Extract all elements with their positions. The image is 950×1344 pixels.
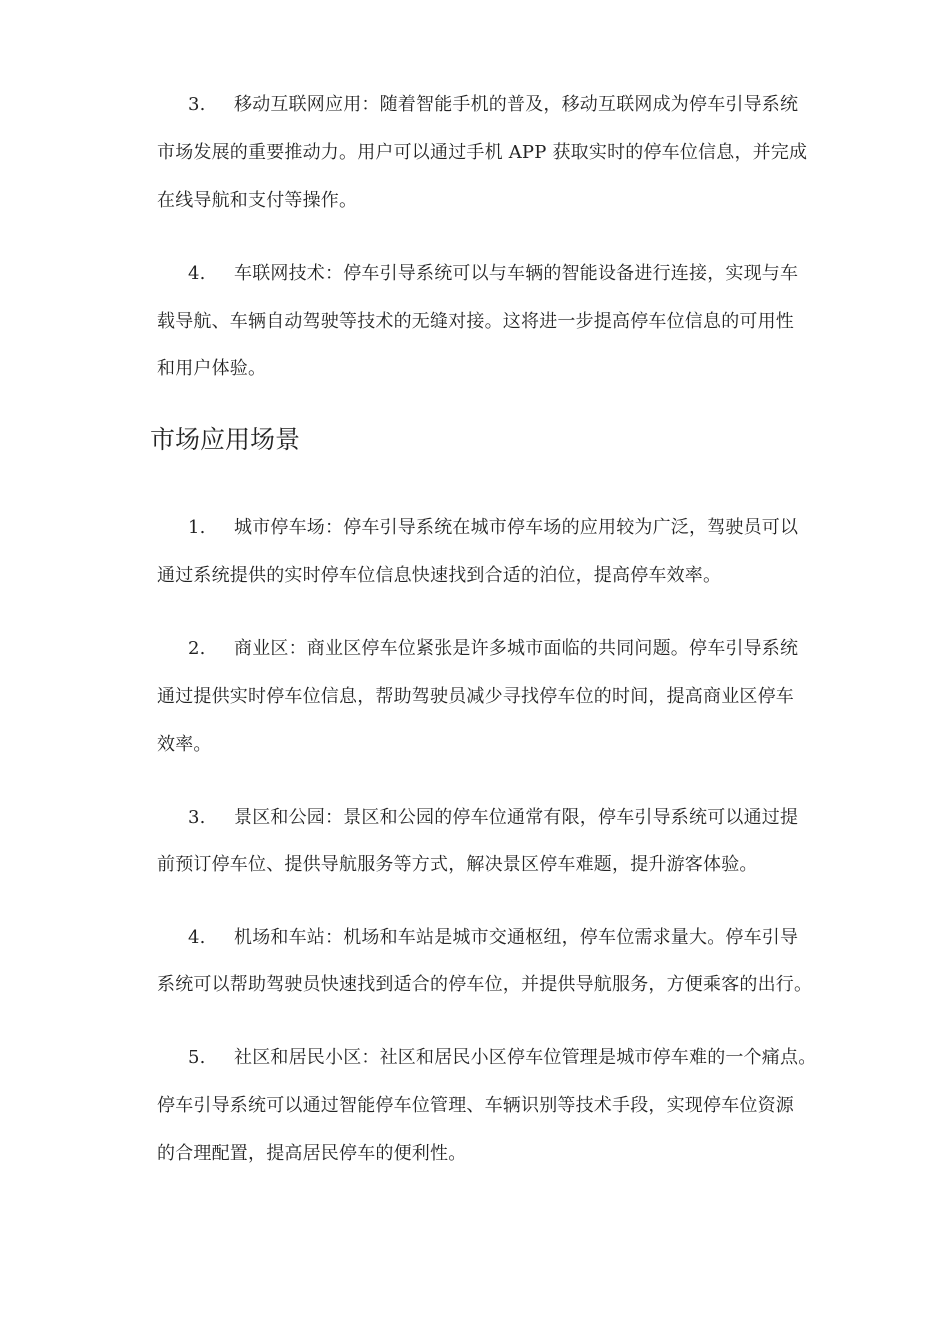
paragraph-first-line: [188, 516, 798, 540]
paragraph-text: 商业区：商业区停车位紧张是许多城市面临的共同问题。停车引导系统: [234, 638, 799, 659]
paragraph-text: 移动互联网应用：随着智能手机的普及，移动互联网成为停车引导系统: [234, 94, 799, 115]
item-number: 4.: [188, 927, 206, 948]
item-number: 1.: [188, 517, 206, 538]
paragraph-line: 通过系统提供的实时停车位信息快速找到合适的泊位，提高停车效率。: [157, 565, 722, 586]
paragraph-text: 景区和公园：景区和公园的停车位通常有限，停车引导系统可以通过提: [234, 807, 799, 828]
paragraph-line: 停车引导系统可以通过智能停车位管理、车辆识别等技术手段，实现停车位资源: [157, 1095, 794, 1116]
item-number: 4.: [188, 263, 206, 284]
paragraph-line: 市场发展的重要推动力。用户可以通过手机 APP 获取实时的停车位信息，并完成: [157, 142, 808, 163]
item-number: 2.: [188, 638, 206, 659]
paragraph-first-line: [188, 926, 798, 950]
item-number: 3.: [188, 94, 206, 115]
paragraph-text: 社区和居民小区：社区和居民小区停车位管理是城市停车难的一个痛点。: [234, 1047, 817, 1068]
paragraph-text: 机场和车站：机场和车站是城市交通枢纽，停车位需求量大。停车引导: [234, 927, 799, 948]
paragraph-text: 城市停车场：停车引导系统在城市停车场的应用较为广泛，驾驶员可以: [234, 517, 799, 538]
paragraph-first-line: [188, 1046, 816, 1070]
paragraph-line: 的合理配置，提高居民停车的便利性。: [157, 1143, 467, 1164]
paragraph-line: 和用户体验。: [157, 358, 267, 379]
item-number: 5.: [188, 1047, 206, 1068]
paragraph-first-line: [188, 806, 798, 830]
paragraph-line: 通过提供实时停车位信息，帮助驾驶员减少寻找停车位的时间，提高商业区停车: [157, 686, 794, 707]
paragraph-first-line: [188, 93, 798, 117]
item-number: 3.: [188, 807, 206, 828]
paragraph-line: 前预订停车位、提供导航服务等方式，解决景区停车难题，提升游客体验。: [157, 854, 758, 875]
paragraph-first-line: [188, 637, 798, 661]
paragraph-line: 在线导航和支付等操作。: [157, 190, 358, 211]
paragraph-line: 系统可以帮助驾驶员快速找到适合的停车位，并提供导航服务，方便乘客的出行。: [157, 974, 813, 995]
paragraph-line: 载导航、车辆自动驾驶等技术的无缝对接。这将进一步提高停车位信息的可用性: [157, 311, 794, 332]
paragraph-line: 效率。: [157, 734, 212, 755]
paragraph-first-line: [188, 262, 798, 286]
paragraph-text: 车联网技术：停车引导系统可以与车辆的智能设备进行连接，实现与车: [234, 263, 799, 284]
section-heading: 市场应用场景: [150, 425, 301, 454]
